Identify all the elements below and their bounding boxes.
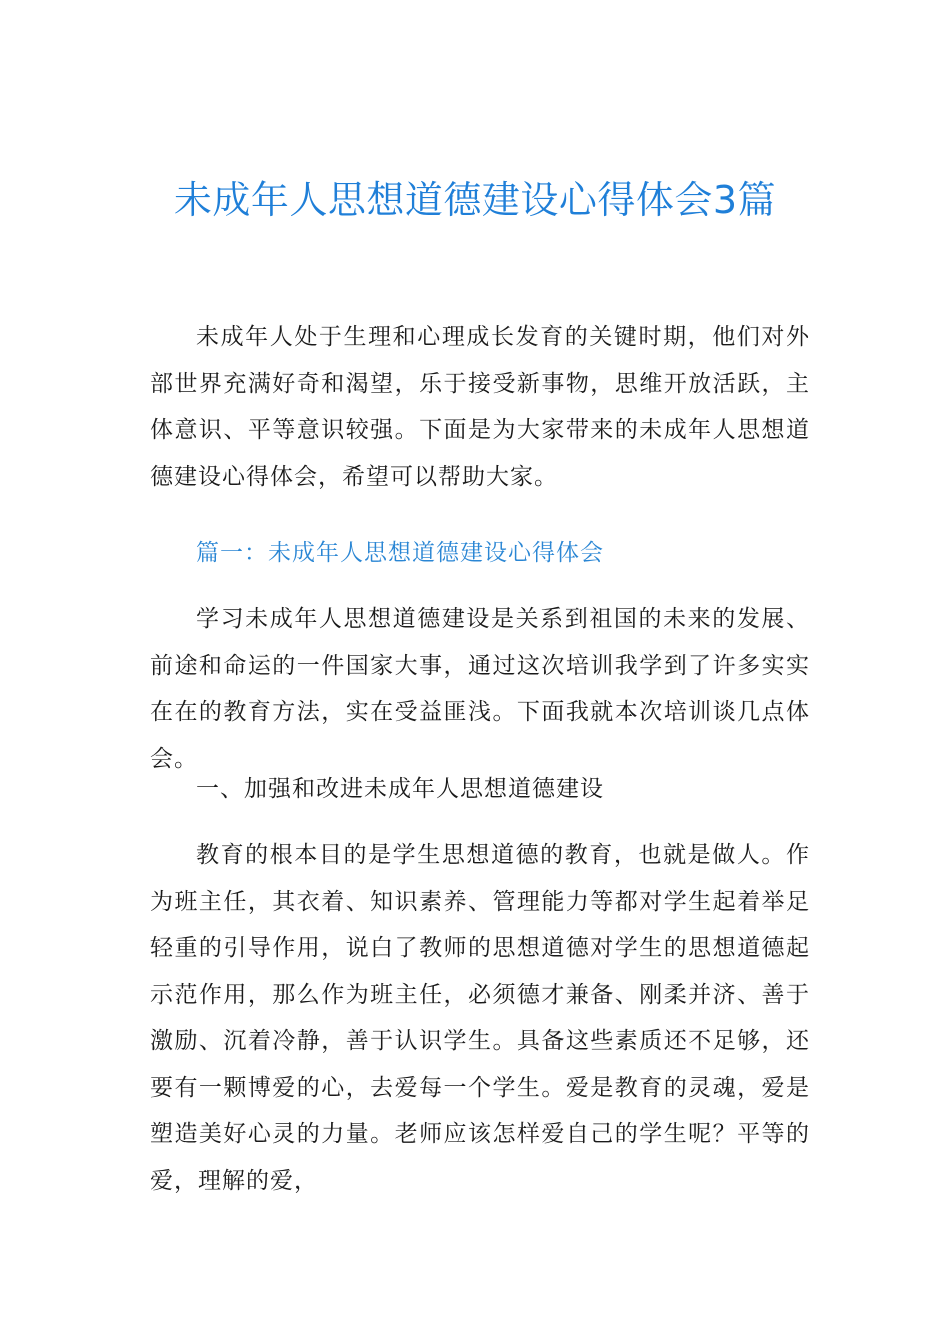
subsection-paragraph: 教育的根本目的是学生思想道德的教育，也就是做人。作为班主任，其衣着、知识素养、管理能力等都对学生起着举足轻重的引导作用，说白了教师的思想道德对学生的思想道德起示范作用，那么作为班主任，必须德才兼备、刚柔并济、善于激励、沉着冷静，善于认识学生。具备这些素质还不足够，还要有一颗博爱的心，去爱每一个学生。爱是教育的灵魂，爱是塑造美好心灵的力量。老师应该怎样爱自己的学生呢？平等的爱，理解的爱， <box>150 842 810 1194</box>
subsection-heading: 一、加强和改进未成年人思想道德建设 <box>196 776 604 802</box>
intro-paragraph: 未成年人处于生理和心理成长发育的关键时期，他们对外部世界充满好奇和渴望，乐于接受新事物，思维开放活跃，主体意识、平等意识较强。下面是为大家带来的未成年人思想道德建设心得体会，希望可以帮助大家。 <box>150 324 810 490</box>
section-heading: 篇一：未成年人思想道德建设心得体会 <box>196 540 604 566</box>
section-paragraph: 学习未成年人思想道德建设是关系到祖国的未来的发展、前途和命运的一件国家大事，通过这次培训我学到了许多实实在在的教育方法，实在受益匪浅。下面我就本次培训谈几点体会。 <box>150 606 810 772</box>
document-title: 未成年人思想道德建设心得体会3篇 <box>173 178 777 222</box>
